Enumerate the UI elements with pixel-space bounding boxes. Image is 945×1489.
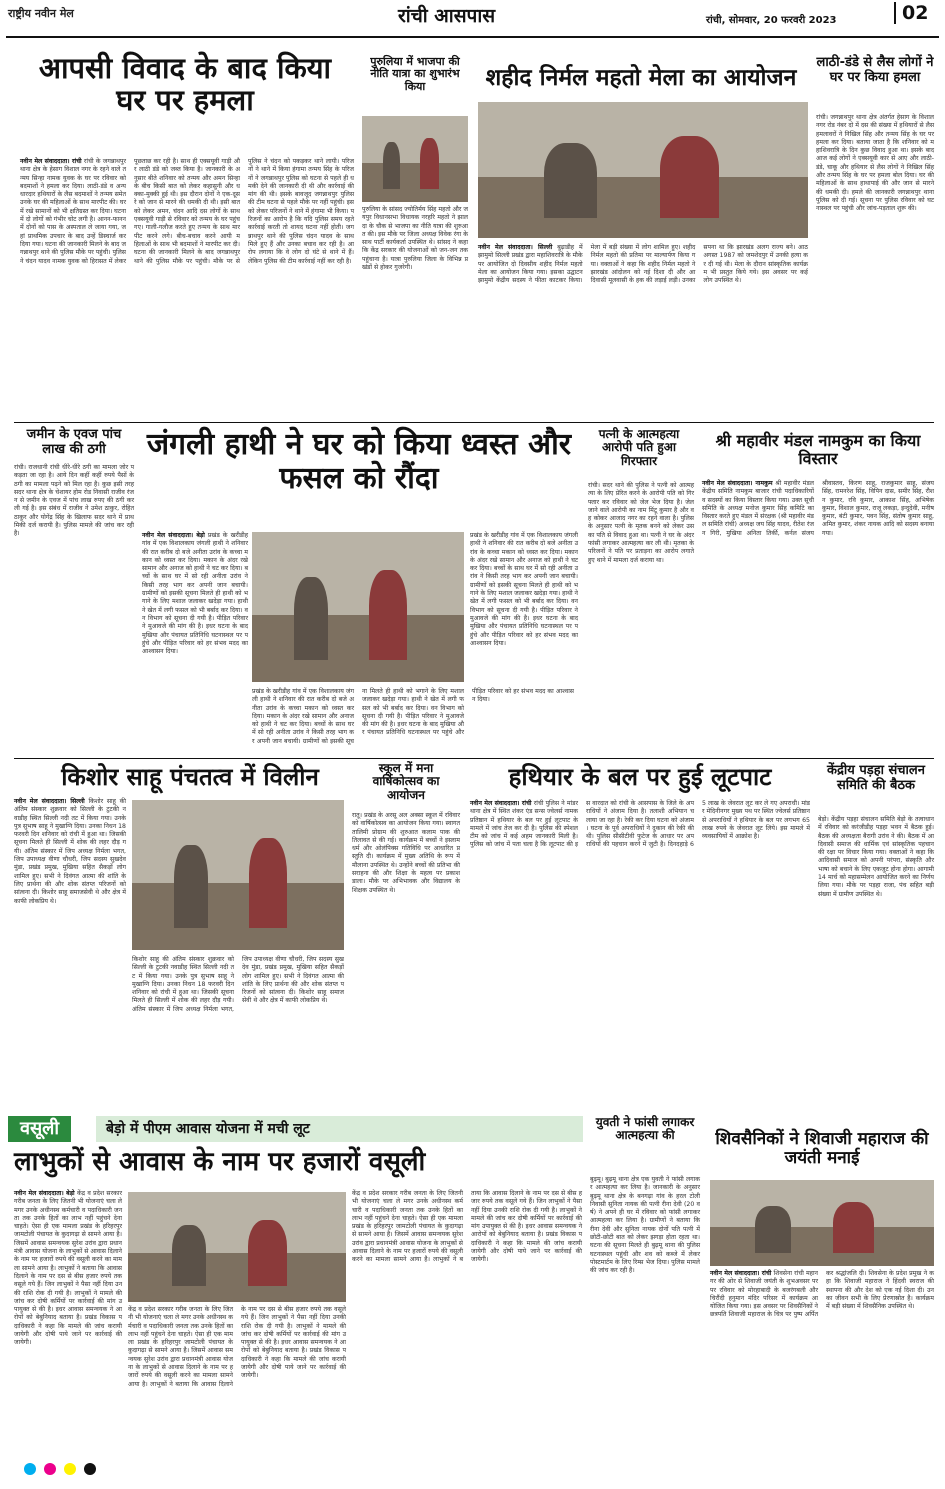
story-body	[816, 114, 934, 418]
jayanti-gathering-photo	[710, 1180, 934, 1266]
story-body	[710, 1270, 934, 1444]
house-photo	[128, 1192, 346, 1302]
story-body	[590, 1176, 700, 1444]
story-byline: नवीन मेल संवाददाता। रांची	[470, 800, 532, 807]
cmyk-cyan-mark	[24, 1463, 36, 1475]
story-headline: पत्नी के आत्महत्या आरोपी पति हुआ गिरफ्तार	[598, 427, 680, 468]
story-byline: नवीन मेल संवाददाता। रांची	[20, 158, 82, 165]
story-text: बेड़ो। केंद्रीय पड़हा संचालन समिति बेड़ो के तत्वाधान में रविवार को करंजीडीह पड़हा भवन में बैठक हुई। बैठक की अध्यक्षता बैरागी उरांव ने की। बैठक में आदिवासी समाज की धार्मिक एवं सांस्कृतिक पहचान की रक्षा पर विचार किया गया। वक्ताओं ने कहा कि आदिवासी समाज को अपनी परंपरा, संस्कृति और भाषा को बचाने के लिए एकजुट होना होगा। आगामी 14 मार्च को महासम्मेलन आयोजित करने का निर्णय लिया गया। मौके पर पड़हा राजा, पंच सहित बड़ी संख्या में ग्रामीण उपस्थित थे।	[818, 816, 934, 898]
section-divider	[14, 422, 934, 423]
story-body	[14, 1190, 122, 1444]
story-body	[20, 158, 354, 420]
cmyk-black-mark	[84, 1463, 96, 1475]
story-text: रांची पुलिस ने मांडर थाना क्षेत्र में स्थित शंकर एंड सन्स ज्वेलर्स नामक प्रतिष्ठान में हथियार के बल पर हुई लूटपाट के मामले में जांच तेज कर दी है। पुलिस की स्पेशल टीम को जांच में कई अहम जानकारी मिली है। पुलिस को जांच में पता चला है कि लूटपाट की इस वारदात को रांची के आसपास के जिले के अपराधियों ने अंजाम दिया है। तलाशी अभियान चलाया जा रहा है। रेकी कर दिया घटना को अंजाम। घटना के पूर्व अपराधियों ने दुकान की रेकी की थी। पुलिस सीसीटीवी फुटेज के आधार पर अपराधियों की पहचान करने में जुटी है। दिनदहाड़े 65 लाख के जेवरात लूट कर ले गए अपराधी। मांडर मेदिनीनगर मुख्य पथ पर स्थित ज्वेलर्स प्रतिष्ठान से अपराधियों ने हथियार के बल पर लगभग 65 लाख रुपये के जेवरात लूट लिये। इस मामले में व्यवसायियों में आक्रोश है।	[470, 800, 810, 849]
story-text: केंद्र व प्रदेश सरकार गरीब जनता के लिए जितनी भी योजनाएं चला ले मगर उनके अधीनस्थ कर्मचारी व पदाधिकारी जनता तक उनके हितों का लाभ नहीं पहुंचने देना चाहते। ऐसा ही एक मामला प्रखंड के हरिहरपुर जामटोली पंचायत के कुदागढ़ा से सामने आया है। जिसमें आवास समन्वयक सुरेश उरांव द्वारा प्रधानमंत्री आवास योजना के लाभुकों से आवास दिलाने के नाम पर हजारों रुपये की वसूली करने का मामला सामने आया है। लाभुकों ने बताया कि आवास दिलाने के नाम पर दस से बीस हजार रुपये तक वसूले गये हैं। जिन लाभुकों ने पैसा नहीं दिया उनकी राशि रोक दी गयी है। लाभुकों ने मामले की जांच कर दोषी कर्मियों पर कार्रवाई की मांग उपायुक्त से की है। इधर आवास समन्वयक ने आरोपों को बेबुनियाद बताया है। प्रखंड विकास पदाधिकारी ने कहा कि मामले की जांच करायी जायेगी और दोषी पाये जाने पर कार्रवाई की जायेगी।	[128, 1306, 346, 1388]
story-headline: जमीन के एवज पांच लाख की ठगी	[26, 427, 122, 457]
story-body	[818, 816, 934, 1098]
story-text: श्री महावीर मंडल केंद्रीय समिति नामकुम बाजार रांची पदाधिकारियों व सदस्यों का किया विस्तार किया गया। उक्त सूची समिति के अध्यक्ष मनोज कुमार सिंह कमिटि का विस्तार करते हुए मंडल में संरक्षक (श्री महावीर मंडल समिति रांची) अध्यक्ष जय सिंह यादव, रीतेश रंजन गिरी, मुखिया अनिता तिर्की, कर्नल संजय श्रीवास्तव, किरण साहू, राजकुमार साहू, संजय सिंह, रामनरेश सिंह, विपिन दास, समीर सिंह, रौशन कुमार, रवि कुमार, आकाश सिंह, अभिषेक कुमार, विशाल कुमार, राजू लकड़ा, इन्दुदेवी, मनीष कुमार, बंटी कुमार, पवन सिंह, संतोष कुमार साहू, अमित कुमार, शंकर नायक आदि को सदस्य बनाया गया।	[702, 480, 934, 537]
story-body	[470, 800, 810, 1098]
story-byline: नवीन मेल संवाददाता। रांची	[710, 1270, 772, 1277]
story-headline: जंगली हाथी ने घर को किया ध्वस्त और फसल को रौंदा	[146, 427, 572, 496]
story-body	[362, 206, 468, 418]
story-body-continued	[252, 688, 574, 754]
story-body	[14, 798, 126, 1098]
story-headline: हथियार के बल पर हुई लूटपाट	[508, 763, 772, 791]
rally-photo	[362, 116, 468, 202]
story-body	[588, 482, 694, 754]
story-text: रांची के जगन्नाथपुर थाना क्षेत्र के हेसाग विशाल नगर के रहने वाले तन्मय सिन्हा नामक युवक के घर पर रविवार को बदमाशों ने हमला कर दिया। लाठी-डंडे व अन्य धारदार हथियारों के लैस बदमाशों ने तन्मय समेत उनके घर की महिलाओं के साथ मारपीट की। घर में रखे सामानों को भी क्षतिग्रस्त कर दिया। घटना में दो लोगों को गंभीर चोट लगी है। आनन-फानन में दोनों को पास के अस्पताल ले जाया गया, जहां प्राथमिक उपचार के बाद उन्हें डिस्चार्ज कर दिया गया। घटना की जानकारी मिलने के बाद जगन्नाथपुर थाने की पुलिस मौके पर पहुंची। पुलिस ने चंदन यादव नामक युवक को हिरासत में लेकर पूछताछ कर रही है। साथ ही एक्सयूवी गाड़ी और लाठी डंडे को जब्त किया है। जानकारी के अनुसार बीते शनिवार को तन्मय और अमन सिन्हा के बीच किसी बात को लेकर कहासुनी और धक्का-मुक्की हुई थी। इस दौरान दोनों ने एक-दूसरे को जान से मारने की धमकी दी थी। इसी बात को लेकर अमन, चंदन आदि दस लोगों के साथ एक्सयूवी गाड़ी से रविवार को तन्मय के घर पहुंच गए। गाली-गलौज करते हुए तन्मय के साथ मारपीट करने लगे। बीच-बचाव करने आयी महिलाओं के साथ भी बदमाशों ने मारपीट कर दी। घटना की जानकारी मिलने के बाद जगन्नाथपुर थाने की पुलिस मौके पर पहुंची। मौके पर से पुलिस ने चंदन को पकड़कर थाने लायी। परिजनों ने थाने में किया हंगामा तन्मय सिंह के परिजनों ने जगन्नाथपुर पुलिस को घटना से पहले ही धमकी देने की जानकारी दी थी और कार्रवाई की मांग की थी। इसके बावजूद जगन्नाथपुर पुलिस की टीम घटना से पहले मौके पर नहीं पहुंची। इसको लेकर परिजनों ने थाने में हंगामा भी किया। परिजनों का आरोप है कि यदि पुलिस समय रहते कार्रवाई करती तो शायद घटना नहीं होती। जगन्नाथपुर थाने की पुलिस चंदन यादव के साथ मिले हुए हैं और उनका बचाव कर रही है। आरोप लगाया कि वे लोग दो घंटे से थाने में हैं। लेकिन पुलिस की टीम कार्रवाई नहीं कर रही है।	[20, 158, 354, 265]
story-byline: नवीन मेल संवाददाता। सिल्ली	[478, 244, 553, 251]
story-text: प्रखंड के खरीडीह गांव में एक विशालकाय जंगली हाथी ने शनिवार की रात करीब दो बजे अनीता उरांव के कच्चा मकान को ध्वस्त कर दिया। मकान के अंदर रखे सामान और अनाज को हाथी ने चट कर दिया। बच्चों के साथ घर में सो रही अनीता उरांव ने किसी तरह भाग कर अपनी जान बचायी। ग्रामीणों को इसकी सूचना मिलते ही हाथी को भगाने के लिए मशाल जलाकर खदेड़ा गया। हाथी ने खेत में लगी फसल को भी बर्बाद कर दिया। वन विभाग को सूचना दी गयी है। पीड़ित परिवार ने मुआवजे की मांग की है। इधर घटना के बाद मुखिया और पंचायत प्रतिनिधि घटनास्थल पर पहुंचे और पीड़ित परिवार को हर संभव मदद का आश्वासन दिया।	[470, 532, 578, 647]
story-body-continued	[128, 1306, 346, 1444]
story-text: प्रखंड के खरीडीह गांव में एक विशालकाय जंगली हाथी ने शनिवार की रात करीब दो बजे अनीता उरांव के कच्चा मकान को ध्वस्त कर दिया। मकान के अंदर रखे सामान और अनाज को हाथी ने चट कर दिया। बच्चों के साथ घर में सो रही अनीता उरांव ने किसी तरह भाग कर अपनी जान बचायी। ग्रामीणों को इसकी सूचना मिलते ही हाथी को भगाने के लिए मशाल जलाकर खदेड़ा गया। हाथी ने खेत में लगी फसल को भी बर्बाद कर दिया। वन विभाग को सूचना दी गयी है। पीड़ित परिवार ने मुआवजे की मांग की है। इधर घटना के बाद मुखिया और पंचायत प्रतिनिधि घटनास्थल पर पहुंचे और पीड़ित परिवार को हर संभव मदद का आश्वासन दिया।	[142, 532, 248, 656]
story-text: रांची। सदर थाने की पुलिस ने पत्नी को आत्महत्या के लिए प्रेरित करने के आरोपी पति को गिरफ्तार कर रविवार को जेल भेज दिया है। जेल जाने वाले आरोपी का नाम मिंटू कुमार है और वह कोकर आजाद नगर का रहने वाला है। पुलिस के अनुसार पत्नी के मृतक बनने को लेकर उसका पति से विवाद हुआ था। पत्नी ने घर के अंदर फांसी लगाकर आत्महत्या कर ली थी। मृतका के परिजनों ने पति पर प्रताड़ना का आरोप लगाते हुए थाने में मामला दर्ज कराया था।	[588, 482, 694, 564]
story-headline: श्री महावीर मंडल नामकुम का किया विस्तार	[715, 431, 921, 468]
story-body	[478, 244, 808, 418]
story-text: प्रखंड के खरीडीह गांव में एक विशालकाय जंगली हाथी ने शनिवार की रात करीब दो बजे अनीता उरांव के कच्चा मकान को ध्वस्त कर दिया। मकान के अंदर रखे सामान और अनाज को हाथी ने चट कर दिया। बच्चों के साथ घर में सो रही अनीता उरांव ने किसी तरह भाग कर अपनी जान बचायी। ग्रामीणों को इसकी सूचना मिलते ही हाथी को भगाने के लिए मशाल जलाकर खदेड़ा गया। हाथी ने खेत में लगी फसल को भी बर्बाद कर दिया। वन विभाग को सूचना दी गयी है। पीड़ित परिवार ने मुआवजे की मांग की है। इधर घटना के बाद मुखिया और पंचायत प्रतिनिधि घटनास्थल पर पहुंचे और पीड़ित परिवार को हर संभव मदद का आश्वासन दिया।	[252, 688, 574, 745]
story-text: किशोर साहू की अंतिम संस्कार शुक्रवार को सिल्ली के टुटकी नवाडीह स्थित सिल्ली नदी तट में किया गया। उनके पुत्र सुभाष साहू ने मुखाग्नि दिया। उनका निधन 18 फरवरी दिन शनिवार को रांची में हुआ था। जिसकी सूचना मिलते ही सिल्ली में शोक की लहर दौड़ गयी। अंतिम संस्कार में जिप अध्यक्ष निर्मला भगत, जिप उपाध्यक्ष वीणा चौधरी, जिप सदस्य सुखदेव मुंडा, प्रखंड प्रमुख, मुखिया सहित सैकड़ों लोग शामिल हुए। सभी ने दिवंगत आत्मा की शांति के लिए प्रार्थना की और शोक संतप्त परिजनों को सांत्वना दी। किशोर साहू समाजसेवी थे और क्षेत्र में काफी लोकप्रिय थे।	[14, 798, 127, 905]
fair-stage-photo	[478, 102, 808, 238]
story-body-continued	[352, 1190, 582, 1444]
story-headline: शिवसैनिकों ने शिवाजी महाराज की जयंती मनाई	[715, 1129, 929, 1169]
cmyk-magenta-mark	[44, 1463, 56, 1475]
newspaper-logo: राष्ट्रीय नवीन मेल	[8, 7, 74, 20]
story-body-continued	[132, 956, 344, 1098]
story-text: पुरुलिया के सांसद ज्योतिर्मय सिंह महतो और जयपुर विधानसभा विधायक नरहरि महतो ने झालदा के चौक से भाजपा का नीति यात्रा की शुरुआत की। इस मौके पर जिला अध्यक्ष विवेक रंगा के साथ पार्टी कार्यकर्ता उपस्थित थे। सांसद ने कहा कि केंद्र सरकार की योजनाओं को जन-जन तक पहुंचाना है। यात्रा पुरुलिया जिला के विभिन्न प्रखंडों से होकर गुजरेगी।	[362, 206, 468, 272]
page-number: 02	[894, 2, 928, 24]
story-text: बुढ़ाडीह में झामुमो सिल्ली प्रखंड द्वारा महाशिवरात्रि के मौके पर आयोजित दो दिवसीय शहीद निर्मल महतो मेला का आयोजन किया गया। इसका उद्घाटन झामुमो केंद्रीय सदस्य ने फीता काटकर किया। मेला में बड़ी संख्या में लोग शामिल हुए। शहीद निर्मल महतो की प्रतिमा पर माल्यार्पण किया गया। वक्ताओं ने कहा कि शहीद निर्मल महतो ने झारखंड आंदोलन को नई दिशा दी और आदिवासी मूलवासी के हक की लड़ाई लड़ी। उनका सपना था कि झारखंड अलग राज्य बने। आठ अगस्त 1987 को जमशेदपुर में उनकी हत्या कर दी गई थी। मेला के दौरान सांस्कृतिक कार्यक्रम भी प्रस्तुत किये गये। इस अवसर पर कई लोग उपस्थित थे।	[478, 244, 808, 285]
cmyk-yellow-mark	[64, 1463, 76, 1475]
story-headline: स्कूल में मना वार्षिकोत्सव का आयोजन	[372, 761, 440, 802]
story-text: केंद्र व प्रदेश सरकार गरीब जनता के लिए जितनी भी योजनाएं चला ले मगर उनके अधीनस्थ कर्मचारी व पदाधिकारी जनता तक उनके हितों का लाभ नहीं पहुंचने देना चाहते। ऐसा ही एक मामला प्रखंड के हरिहरपुर जामटोली पंचायत के कुदागढ़ा से सामने आया है। जिसमें आवास समन्वयक सुरेश उरांव द्वारा प्रधानमंत्री आवास योजना के लाभुकों से आवास दिलाने के नाम पर हजारों रुपये की वसूली करने का मामला सामने आया है। लाभुकों ने बताया कि आवास दिलाने के नाम पर दस से बीस हजार रुपये तक वसूले गये हैं। जिन लाभुकों ने पैसा नहीं दिया उनकी राशि रोक दी गयी है। लाभुकों ने मामले की जांच कर दोषी कर्मियों पर कार्रवाई की मांग उपायुक्त से की है। इधर आवास समन्वयक ने आरोपों को बेबुनियाद बताया है। प्रखंड विकास पदाधिकारी ने कहा कि मामले की जांच करायी जायेगी और दोषी पाये जाने पर कार्रवाई की जायेगी।	[14, 1190, 123, 1347]
section-divider	[14, 758, 934, 759]
story-byline: नवीन मेल संवाददाता। बेड़ो	[14, 1190, 75, 1197]
category-banner: वसूली	[8, 1116, 71, 1142]
story-headline: लाठी-डंडे से लैस लोगों ने घर पर किया हमला	[816, 55, 934, 85]
story-headline: युवती ने फांसी लगाकर आत्महत्या की	[595, 1115, 695, 1143]
story-headline: लाभुकों से आवास के नाम पर हजारों वसूली	[14, 1147, 426, 1177]
story-text: केंद्र व प्रदेश सरकार गरीब जनता के लिए जितनी भी योजनाएं चला ले मगर उनके अधीनस्थ कर्मचारी व पदाधिकारी जनता तक उनके हितों का लाभ नहीं पहुंचने देना चाहते। ऐसा ही एक मामला प्रखंड के हरिहरपुर जामटोली पंचायत के कुदागढ़ा से सामने आया है। जिसमें आवास समन्वयक सुरेश उरांव द्वारा प्रधानमंत्री आवास योजना के लाभुकों से आवास दिलाने के नाम पर हजारों रुपये की वसूली करने का मामला सामने आया है। लाभुकों ने बताया कि आवास दिलाने के नाम पर दस से बीस हजार रुपये तक वसूले गये हैं। जिन लाभुकों ने पैसा नहीं दिया उनकी राशि रोक दी गयी है। लाभुकों ने मामले की जांच कर दोषी कर्मियों पर कार्रवाई की मांग उपायुक्त से की है। इधर आवास समन्वयक ने आरोपों को बेबुनियाद बताया है। प्रखंड विकास पदाधिकारी ने कहा कि मामले की जांच करायी जायेगी और दोषी पाये जाने पर कार्रवाई की जायेगी।	[352, 1190, 582, 1264]
story-headline: केंद्रीय पड़हा संचालन समिति की बैठक	[827, 763, 925, 793]
story-kicker: बेड़ो में पीएम आवास योजना में मची लूट	[96, 1116, 583, 1142]
issue-date: रांची, सोमवार, 20 फरवरी 2023	[706, 15, 837, 26]
story-text: शिवसेना रांची महानगर की ओर से शिवाजी जयंती के शुभअवसर पर पर रविवार को मोरहाबादी के बजरंगबली और चिरौंदी हनुमान मंदिर परिसर में कार्यक्रम आयोजित किया गया। इस अवसर पर शिवसैनिकों ने छत्रपति शिवाजी महाराज के चित्र पर पुष्प अर्पित कर श्रद्धांजलि दी। शिवसेना के प्रदेश प्रमुख ने कहा कि शिवाजी महाराज ने हिंदवी स्वराज की स्थापना की और देश को एक नई दिशा दी। उनका जीवन सभी के लिए प्रेरणास्रोत है। कार्यक्रम में बड़ी संख्या में शिवसैनिक उपस्थित थे।	[710, 1270, 934, 1319]
elephant-damage-photo	[252, 532, 464, 682]
story-headline: किशोर साहू पंचतत्व में विलीन	[61, 763, 319, 791]
story-body	[142, 532, 248, 754]
story-text: किशोर साहू की अंतिम संस्कार शुक्रवार को सिल्ली के टुटकी नवाडीह स्थित सिल्ली नदी तट में किया गया। उनके पुत्र सुभाष साहू ने मुखाग्नि दिया। उनका निधन 18 फरवरी दिन शनिवार को रांची में हुआ था। जिसकी सूचना मिलते ही सिल्ली में शोक की लहर दौड़ गयी। अंतिम संस्कार में जिप अध्यक्ष निर्मला भगत, जिप उपाध्यक्ष वीणा चौधरी, जिप सदस्य सुखदेव मुंडा, प्रखंड प्रमुख, मुखिया सहित सैकड़ों लोग शामिल हुए। सभी ने दिवंगत आत्मा की शांति के लिए प्रार्थना की और शोक संतप्त परिजनों को सांत्वना दी। किशोर साहू समाजसेवी थे और क्षेत्र में काफी लोकप्रिय थे।	[132, 956, 344, 1013]
cremation-photo	[132, 800, 344, 950]
story-body-continued	[470, 532, 578, 754]
story-byline: नवीन मेल संवाददाता। सिल्ली	[14, 798, 85, 805]
story-text: रातू। प्रखंड के अरसू अल अक्सा स्कूल में रविवार को वार्षिकोत्सव का आयोजन किया गया। स्वागत तालिमी प्रोग्राम की शुरुआत कलाम पाक की तिलावत से की गई। कार्यक्रम में बच्चों ने इस्लाम धर्म और ओलंपिक्स गतिविधि पर आधारित प्रस्तुति दी। कार्यक्रम में मुख्य अतिथि के रूप में मौलाना उपस्थित थे। उन्होंने बच्चों की प्रतिभा की सराहना की और शिक्षा के महत्व पर प्रकाश डाला। मौके पर अभिभावक और विद्यालय के शिक्षक उपस्थित थे।	[352, 812, 460, 894]
story-headline: पुरुलिया में भाजपा की नीति यात्रा का शुभारंभ किया	[370, 55, 460, 93]
masthead-rule	[6, 36, 939, 38]
story-body	[352, 812, 460, 1098]
story-byline: नवीन मेल संवाददाता। नामकुम	[702, 480, 773, 487]
story-text: रांची। राजधानी रांची धीरे-धीरे ठगी का मामला जोर पकड़ता जा रहा है। आये दिन कहीं कहीं रुपये पैसों के ठगी का मामला पढ़ने को मिल रहा है। कुछ इसी तरह सदर थाना क्षेत्र के चेशायर होम रोड निवासी राजीव रंजन से जमीन के एवज में पांच लाख रुपए की ठगी कर ली गई है। इस संबंध में राजीव ने उमेश ठाकुर, रोहित ठाकुर और योगेंद्र सिंह के खिलाफ सदर थाने में प्राथमिकी दर्ज करायी है। पुलिस मामले की जांच कर रही है।	[14, 464, 134, 538]
story-byline: नवीन मेल संवाददाता। बेड़ो	[142, 532, 205, 539]
story-body	[702, 480, 934, 754]
section-title: रांची आसपास	[398, 5, 496, 27]
story-text: बुढ़मू। बुढ़मू थाना क्षेत्र एक युवती ने फांसी लगाकर आत्महत्या कर लिया है। जानकारी के अनुसार बुढ़मू थाना क्षेत्र के बनगढ़ा गांव के हरल टोली निवासी सुनिता नायक की पत्नी रीना देवी (20 वर्ष) ने अपने ही घर में रविवार को फांसी लगाकर आत्महत्या कर लिया है। ग्रामीणों ने बताया कि रीना देवी और सुनिता नायक दोनों पति पत्नी में छोटी-छोटी बात को लेकर झगड़ा होता रहता था। घटना की सूचना मिलते ही बुढ़मू थाना की पुलिस घटनास्थल पहुंची और शव को कब्जे में लेकर पोस्टमार्टम के लिए रिम्स भेज दिया। पुलिस मामले की जांच कर रही है।	[590, 1176, 700, 1275]
story-body	[14, 464, 134, 754]
story-headline: शहीद निर्मल महतो मेला का आयोजन	[485, 65, 797, 91]
story-text: रांची। जगन्नाथपुर थाना क्षेत्र अंतर्गत हेसाग के विशाल नगर रोड नंबर दो में दस की संख्या में हथियारों से लैस हमलावरों ने निखिल सिंह और तन्मय सिंह के घर पर हमला कर दिया। बताया जाता है कि शनिवार को महाशिवरात्रि के दिन कुछ विवाद हुआ था। इसके बाद आज कई लोगों ने एक्सयूवी कार से आए और लाठी-डंडे, चाकू और हथियार से लैस लोगों ने निखिल सिंह और तन्मय सिंह के घर पर हमला बोल दिया। घर की महिलाओं के साथ हाथापाई की और जान से मारने की धमकी दी। हमले की जानकारी जगन्नाथपुर थाना पुलिस को दी गई। सूचना पर पुलिस रविवार को घटनास्थल पर पहुंची और जांच-पड़ताल शुरू की।	[816, 114, 934, 213]
story-headline: आपसी विवाद के बाद किया घर पर हमला	[38, 51, 332, 118]
